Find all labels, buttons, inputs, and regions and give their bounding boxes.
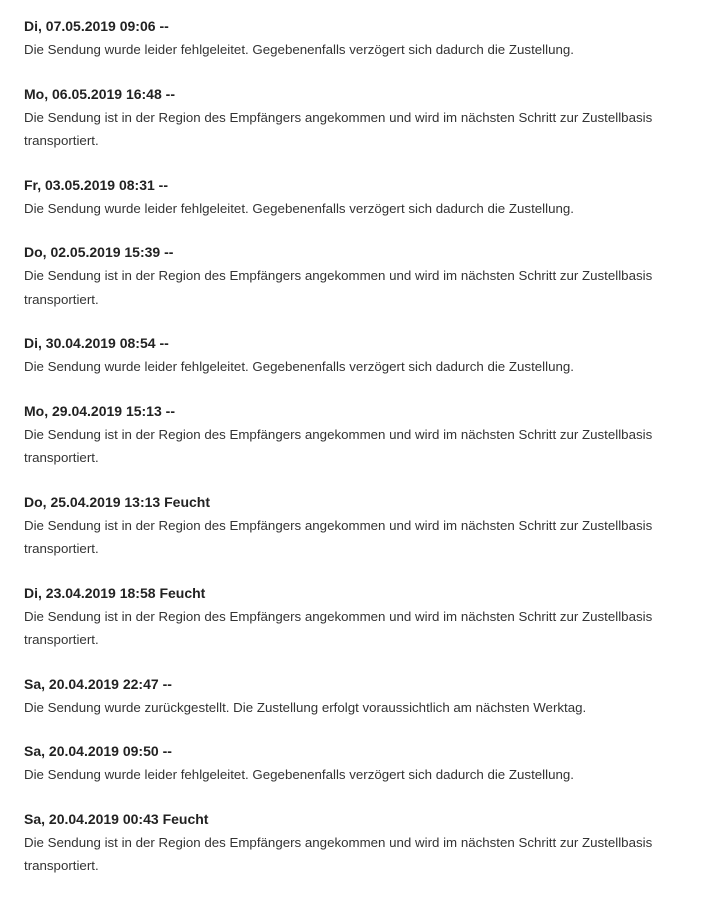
- event-header: [24, 331, 728, 355]
- event-timestamp: Mo, 06.05.2019 16:48: [24, 85, 162, 102]
- event-item: [24, 399, 728, 470]
- event-item: [24, 807, 728, 878]
- event-location: --: [159, 335, 169, 351]
- event-header: [24, 807, 728, 831]
- event-timestamp: Sa, 20.04.2019 09:50: [24, 743, 159, 759]
- event-message: Die Sendung wurde leider fehlgeleitet. Gegebenenfalls verzögert sich dadurch die Zustellung.: [24, 42, 574, 57]
- event-header: [24, 490, 728, 514]
- event-header: [24, 581, 728, 605]
- event-message: Die Sendung wurde leider fehlgeleitet. Gegebenenfalls verzögert sich dadurch die Zustellung.: [24, 200, 574, 216]
- event-item: [24, 240, 728, 311]
- event-message: Die Sendung ist in der Region des Empfängers angekommen und wird im nächsten Schritt zur Zustellbasis transportiert.: [24, 268, 653, 307]
- event-header: [24, 82, 728, 106]
- event-timestamp: Fr, 03.05.2019 08:31: [24, 176, 155, 193]
- event-timestamp: Di, 30.04.2019 08:54: [24, 335, 156, 351]
- event-header: [24, 173, 728, 197]
- event-timestamp: Mo, 29.04.2019 15:13: [24, 402, 162, 419]
- event-location: --: [162, 743, 172, 759]
- event-message: Die Sendung ist in der Region des Empfängers angekommen und wird im nächsten Schritt zur Zustellbasis transportiert.: [24, 426, 653, 465]
- event-location: --: [165, 402, 175, 419]
- event-item: [24, 82, 728, 153]
- event-message: Die Sendung wurde zurückgestellt. Die Zustellung erfolgt voraussichtlich am nächsten Werktag.: [24, 699, 587, 715]
- event-item: [24, 173, 728, 221]
- event-header: [24, 14, 728, 38]
- event-timestamp: Sa, 20.04.2019 00:43: [24, 810, 159, 827]
- event-message: Die Sendung ist in der Region des Empfängers angekommen und wird im nächsten Schritt zur Zustellbasis transportiert.: [24, 517, 653, 556]
- event-timestamp: Di, 07.05.2019 09:06: [24, 18, 156, 34]
- event-item: [24, 331, 728, 379]
- event-header: [24, 399, 728, 423]
- event-header: [24, 739, 728, 763]
- event-timestamp: Sa, 20.04.2019 22:47: [24, 675, 159, 692]
- event-item: [24, 581, 728, 652]
- event-location: Feucht: [164, 493, 210, 510]
- event-location: --: [159, 18, 169, 34]
- event-message: Die Sendung ist in der Region des Empfängers angekommen und wird im nächsten Schritt zur Zustellbasis transportiert.: [24, 109, 653, 148]
- event-item: [24, 672, 728, 720]
- event-header: [24, 672, 728, 696]
- event-timestamp: Do, 02.05.2019 15:39: [24, 244, 161, 260]
- event-message: Die Sendung wurde leider fehlgeleitet. Gegebenenfalls verzögert sich dadurch die Zustellung.: [24, 359, 574, 374]
- event-location: --: [158, 176, 168, 193]
- event-item: [24, 14, 728, 62]
- event-message: Die Sendung ist in der Region des Empfängers angekommen und wird im nächsten Schritt zur Zustellbasis transportiert.: [24, 834, 653, 873]
- event-message: Die Sendung wurde leider fehlgeleitet. Gegebenenfalls verzögert sich dadurch die Zustellung.: [24, 767, 574, 782]
- event-location: --: [165, 85, 175, 102]
- event-timestamp: Do, 25.04.2019 13:13: [24, 493, 161, 510]
- event-message: Die Sendung ist in der Region des Empfängers angekommen und wird im nächsten Schritt zur Zustellbasis transportiert.: [24, 608, 653, 647]
- event-location: Feucht: [162, 810, 209, 827]
- event-header: [24, 240, 728, 264]
- event-location: --: [164, 244, 174, 260]
- event-location: Feucht: [159, 584, 206, 601]
- event-timestamp: Di, 23.04.2019 18:58: [24, 584, 156, 601]
- event-location: --: [162, 675, 172, 692]
- event-item: [24, 739, 728, 787]
- event-item: [24, 490, 728, 561]
